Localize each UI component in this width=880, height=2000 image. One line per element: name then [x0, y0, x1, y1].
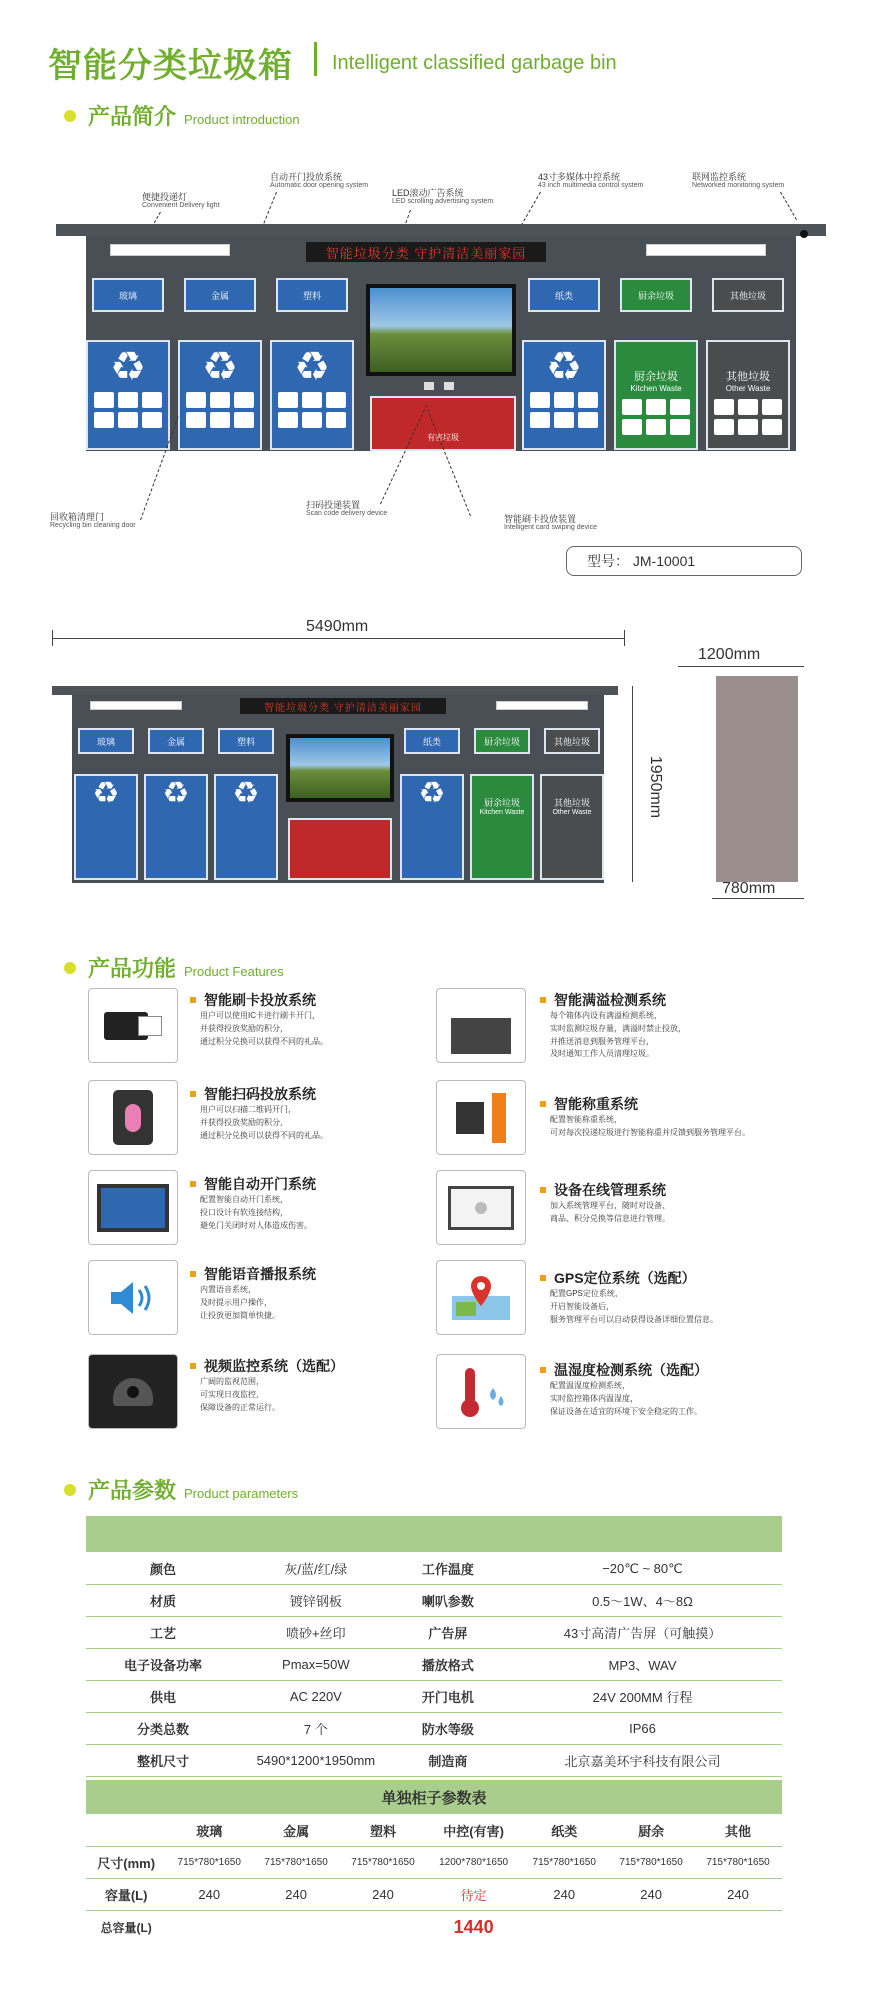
- bin-label-metal-small: 金属: [148, 728, 204, 754]
- params-table-header: [86, 1516, 782, 1552]
- size-row: [87, 1847, 782, 1879]
- param-cell: 43寸高清广告屏（可触摸）: [503, 1617, 781, 1649]
- recycle-icon: ♻: [202, 345, 238, 389]
- param-cell: Pmax=50W: [239, 1649, 392, 1681]
- callout-network: 联网监控系统 Networked monitoring system: [692, 172, 785, 190]
- sub-cell: 715*780*1650: [521, 1847, 608, 1879]
- param-cell: 5490*1200*1950mm: [239, 1745, 392, 1777]
- param-cell: 材质: [87, 1585, 240, 1617]
- sub-table-title: 单独柜子参数表: [86, 1780, 782, 1814]
- param-cell: 防水等级: [392, 1713, 503, 1745]
- dim-height-line: [632, 686, 633, 882]
- param-cell: 制造商: [392, 1745, 503, 1777]
- sub-cell: 纸类: [521, 1815, 608, 1847]
- bin-door-hazard: 有害垃圾: [370, 396, 516, 451]
- sub-cell: 240: [340, 1879, 427, 1911]
- bin-roof: [56, 224, 826, 236]
- total-row: [87, 1911, 782, 1945]
- recycle-icon: ♻: [110, 345, 146, 389]
- dim-width-label: 5490mm: [306, 618, 369, 635]
- feature-online-mgmt: 设备在线管理系统 加入系统管理平台，随时对设备、 商品、积分兑换等信息进行管理。: [540, 1180, 840, 1226]
- side-profile: [716, 676, 798, 882]
- qr-scan-icon: [88, 1080, 178, 1155]
- bullet-dot-icon: [64, 962, 76, 974]
- capacity-row: [87, 1879, 782, 1911]
- led-scroll-display: 智能垃圾分类 守护清洁美丽家园: [306, 242, 546, 262]
- param-row: [87, 1681, 782, 1713]
- bin-door-glass: [86, 340, 170, 450]
- sub-cell: 尺寸(mm): [87, 1847, 166, 1879]
- bin-door-kitchen: 厨余垃圾 Kitchen Waste: [614, 340, 698, 450]
- multimedia-screen: [366, 284, 516, 376]
- param-cell: 0.5～1W、4～8Ω: [503, 1585, 781, 1617]
- bin-label-paper: 纸类: [528, 278, 600, 312]
- param-cell: 整机尺寸: [87, 1745, 240, 1777]
- led-scroll-display-small: 智能垃圾分类 守护清洁美丽家园: [240, 698, 446, 714]
- bin-label-glass-small: 玻璃: [78, 728, 134, 754]
- speaker-icon: [88, 1260, 178, 1335]
- sub-cell: 其他: [695, 1815, 782, 1847]
- page-title: 智能分类垃圾箱: [48, 47, 293, 85]
- sub-header-row: [87, 1815, 782, 1847]
- param-cell: 供电: [87, 1681, 240, 1713]
- model-number: 型号： JM-10001: [566, 546, 802, 576]
- sub-cell: 715*780*1650: [253, 1847, 340, 1879]
- sub-cell: 715*780*1650: [166, 1847, 253, 1879]
- dim-depth-top-label: 1200mm: [698, 646, 761, 663]
- feature-qr-scan: 智能扫码投放系统 用户可以扫描二维码开门， 并获得投放奖励的积分， 通过积分兑换可以获得不同的礼品。: [190, 1084, 430, 1142]
- scale-icon: [436, 1080, 526, 1155]
- bin-label-plastic: 塑料: [276, 278, 348, 312]
- param-cell: 喇叭参数: [392, 1585, 503, 1617]
- bin-door-metal-small: ♻: [144, 774, 208, 880]
- section-params-heading: 产品参数 Product parameters: [64, 1474, 298, 1505]
- sub-cell: [87, 1815, 166, 1847]
- sub-cell: 240: [521, 1879, 608, 1911]
- auto-door-icon: [88, 1170, 178, 1245]
- param-row: [87, 1713, 782, 1745]
- param-cell: 分类总数: [87, 1713, 240, 1745]
- bin-door-other-small: 其他垃圾 Other Waste: [540, 774, 604, 880]
- bin-door-metal: [178, 340, 262, 450]
- param-row: [87, 1585, 782, 1617]
- param-row: [87, 1617, 782, 1649]
- param-cell: 工艺: [87, 1617, 240, 1649]
- bullet-dot-icon: [64, 1484, 76, 1496]
- dim-width-line: [52, 638, 624, 639]
- sub-cell: 金属: [253, 1815, 340, 1847]
- feature-card-swipe: 智能刷卡投放系统 用户可以使用IC卡进行刷卡开门， 并获得投放奖励的积分， 通过积分兑换可以获得不同的礼品。: [190, 990, 430, 1048]
- callout-multimedia: 43寸多媒体中控系统 43 inch multimedia control system: [538, 172, 644, 190]
- feature-weighing: 智能称重系统 配置智能称重系统， 可对每次投递垃圾进行智能称重并反馈到服务管理平台。: [540, 1094, 840, 1140]
- recycle-icon: ♻: [546, 345, 582, 389]
- bin-door-other: 其他垃圾 Other Waste: [706, 340, 790, 450]
- param-cell: 喷砂+丝印: [239, 1617, 392, 1649]
- feature-voice: 智能语音播报系统 内置语音系统， 及时提示用户操作， 让投放更加简单快捷。: [190, 1264, 430, 1322]
- sub-cell: 240: [608, 1879, 695, 1911]
- sub-cell: 240: [695, 1879, 782, 1911]
- bin-label-paper-small: 纸类: [404, 728, 460, 754]
- bin-label-other-small: 其他垃圾: [544, 728, 600, 754]
- section-features-heading: 产品功能 Product Features: [64, 952, 284, 983]
- callout-scan: 扫码投递装置 Scan code delivery device: [306, 500, 388, 518]
- feature-gps: GPS定位系统（选配） 配置GPS定位系统， 开启智能设备后， 服务管理平台可以自动获得设备详细位置信息。: [540, 1268, 840, 1326]
- param-cell: −20℃ ~ 80℃: [503, 1553, 781, 1585]
- card-reader-icon: [444, 382, 454, 390]
- section-title-en: Product introduction: [184, 112, 300, 127]
- dim-height-label: 1950mm: [647, 755, 665, 819]
- recycle-icon: ♻: [294, 345, 330, 389]
- delivery-light: [646, 244, 766, 256]
- param-cell: 灰/蓝/红/绿: [239, 1553, 392, 1585]
- bin-label-kitchen: 厨余垃圾: [620, 278, 692, 312]
- title-divider: [314, 42, 317, 76]
- overflow-detect-icon: [436, 988, 526, 1063]
- camera-dome-icon: [88, 1354, 178, 1429]
- param-cell: 开门电机: [392, 1681, 503, 1713]
- bin-door-paper: [522, 340, 606, 450]
- bin-label-metal: 金属: [184, 278, 256, 312]
- bin-door-plastic-small: ♻: [214, 774, 278, 880]
- param-row: [87, 1553, 782, 1585]
- total-label: 总容量(L): [87, 1911, 166, 1945]
- params-table: [86, 1552, 782, 1777]
- param-row: [87, 1649, 782, 1681]
- sub-cell: 容量(L): [87, 1879, 166, 1911]
- scanner-icon: [424, 382, 434, 390]
- delivery-light: [110, 244, 230, 256]
- callout-card: 智能刷卡投放装置 Intelligent card swiping device: [504, 514, 597, 532]
- sub-cell: 中控(有害): [426, 1815, 520, 1847]
- bin-roof-small: [52, 686, 618, 695]
- section-title-cn: 产品简介: [88, 104, 177, 129]
- bin-label-kitchen-small: 厨余垃圾: [474, 728, 530, 754]
- param-cell: 镀锌钢板: [239, 1585, 392, 1617]
- sub-cell: 玻璃: [166, 1815, 253, 1847]
- sub-cell: 1200*780*1650: [426, 1847, 520, 1879]
- camera-icon: [800, 230, 808, 238]
- param-row: [87, 1745, 782, 1777]
- param-cell: 颜色: [87, 1553, 240, 1585]
- param-cell: 24V 200MM 行程: [503, 1681, 781, 1713]
- thermometer-icon: [436, 1354, 526, 1429]
- param-cell: 7 个: [239, 1713, 392, 1745]
- param-cell: 工作温度: [392, 1553, 503, 1585]
- map-pin-icon: [436, 1260, 526, 1335]
- param-cell: 电子设备功率: [87, 1649, 240, 1681]
- sub-cell: 715*780*1650: [608, 1847, 695, 1879]
- bin-door-plastic: [270, 340, 354, 450]
- bin-label-glass: 玻璃: [92, 278, 164, 312]
- feature-video: 视频监控系统（选配） 广阔的监视范围， 可实现日夜监控， 保障设备的正常运行。: [190, 1356, 430, 1414]
- bullet-dot-icon: [64, 110, 76, 122]
- param-cell: 广告屏: [392, 1617, 503, 1649]
- page-title-en: Intelligent classified garbage bin: [332, 52, 617, 74]
- card-swipe-icon: [88, 988, 178, 1063]
- bin-door-glass-small: ♻: [74, 774, 138, 880]
- sub-cell: 240: [253, 1879, 340, 1911]
- param-cell: IP66: [503, 1713, 781, 1745]
- callout-recycle-door: 回收箱清理门 Recycling bin cleaning door: [50, 512, 136, 530]
- callout-led: LED滚动广告系统 LED scrolling advertising system: [392, 188, 494, 206]
- feature-overflow: 智能满溢检测系统 每个箱体内设有满溢检测系统， 实时监测垃圾存量，满溢时禁止投放， 并推送消息到服务管理平台， 及时通知工作人员清理垃圾。: [540, 990, 840, 1061]
- sub-params-table: [86, 1814, 782, 1945]
- feature-temp-humidity: 温湿度检测系统（选配） 配置温湿度检测系统， 实时监控箱体内温湿度， 保证设备在适宜的环境下安全稳定的工作。: [540, 1360, 840, 1418]
- callout-auto-door: 自动开门投放系统 Automatic door opening system: [270, 172, 369, 190]
- sub-cell: 待定: [426, 1879, 520, 1911]
- param-cell: AC 220V: [239, 1681, 392, 1713]
- monitor-icon: [436, 1170, 526, 1245]
- sub-cell: 715*780*1650: [695, 1847, 782, 1879]
- sub-cell: 715*780*1650: [340, 1847, 427, 1879]
- param-cell: 北京嘉美环宇科技有限公司: [503, 1745, 781, 1777]
- param-cell: 播放格式: [392, 1649, 503, 1681]
- multimedia-screen-small: [286, 734, 394, 802]
- total-value: 1440: [166, 1911, 782, 1945]
- bin-door-kitchen-small: 厨余垃圾 Kitchen Waste: [470, 774, 534, 880]
- sub-cell: 厨余: [608, 1815, 695, 1847]
- sub-cell: 240: [166, 1879, 253, 1911]
- feature-auto-door: 智能自动开门系统 配置智能自动开门系统， 投口设计有软连接结构， 避免门关闭时对人体造成伤害。: [190, 1174, 430, 1232]
- dim-depth-bottom-label: 780mm: [722, 880, 776, 897]
- section-intro-heading: [64, 100, 300, 131]
- sub-cell: 塑料: [340, 1815, 427, 1847]
- bin-door-paper-small: ♻: [400, 774, 464, 880]
- bin-label-other: 其他垃圾: [712, 278, 784, 312]
- callout-light: 便捷投递灯 Convenient Delivery light: [142, 192, 220, 210]
- bin-label-plastic-small: 塑料: [218, 728, 274, 754]
- param-cell: MP3、WAV: [503, 1649, 781, 1681]
- bin-door-hazard-small: [288, 818, 392, 880]
